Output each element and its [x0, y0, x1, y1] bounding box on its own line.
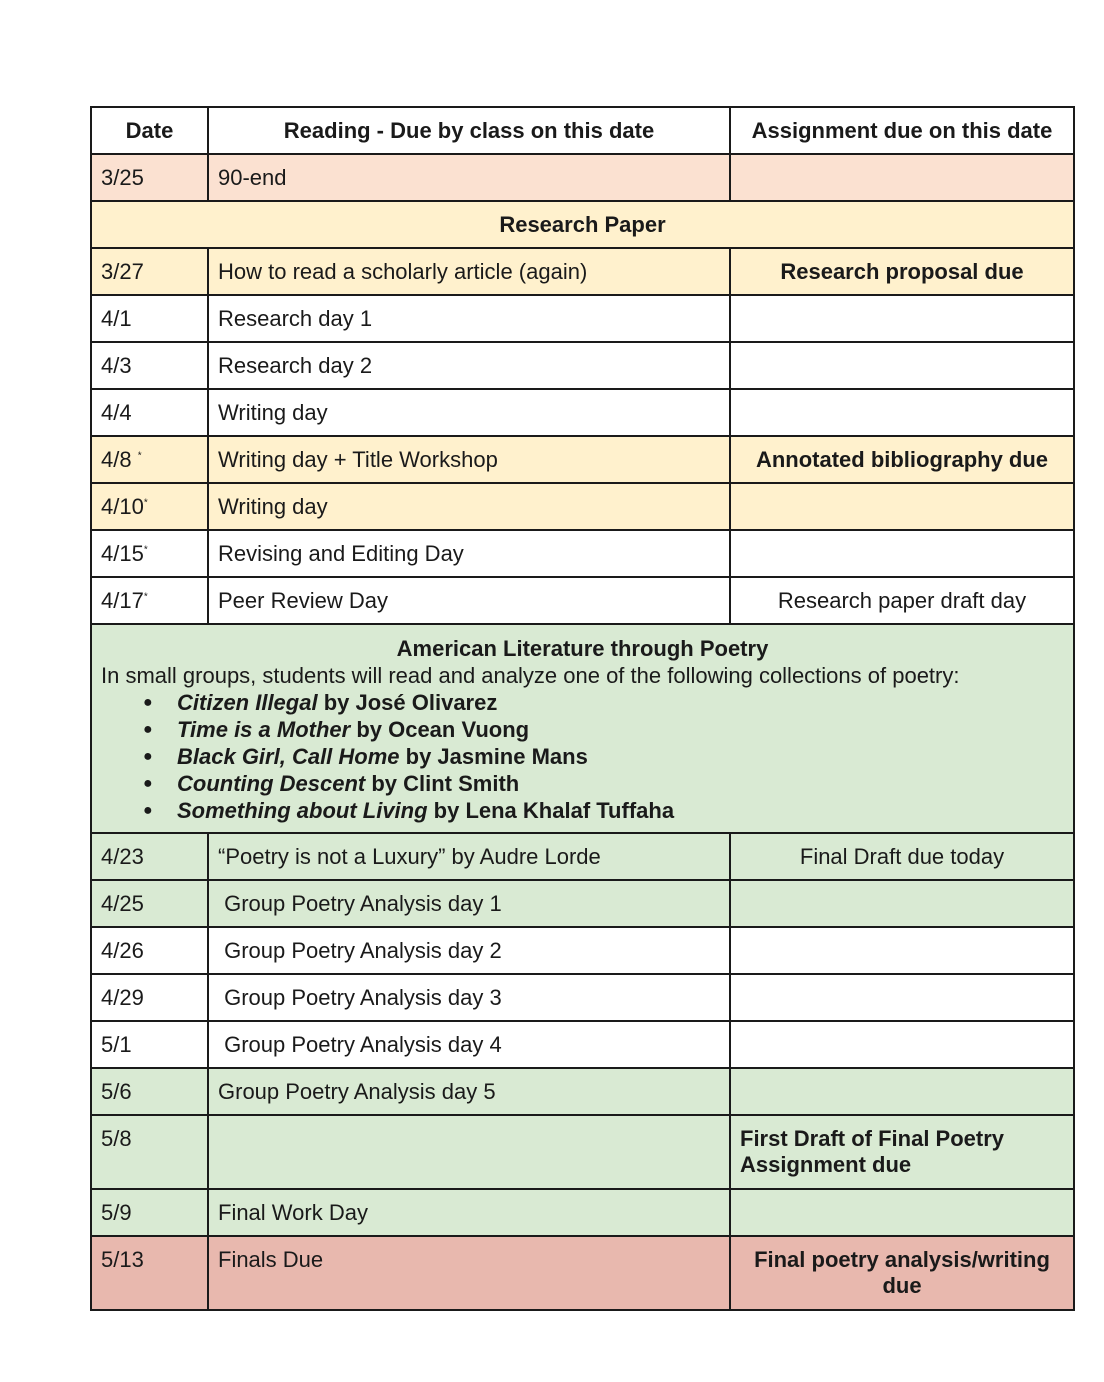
table-row: [91, 974, 1074, 1021]
reading-cell: 90-end: [208, 154, 730, 201]
assignment-cell: [730, 154, 1074, 201]
assignment-cell: Final poetry analysis/writing due: [730, 1236, 1074, 1310]
list-item: [177, 770, 1064, 797]
table-row: [91, 1115, 1074, 1189]
assignment-cell: [730, 530, 1074, 577]
list-item: [177, 743, 1064, 770]
header-date: Date: [91, 107, 208, 154]
table-row: [91, 1236, 1074, 1310]
book-author: by Jasmine Mans: [399, 744, 588, 769]
reading-cell: Research day 2: [208, 342, 730, 389]
table-row: [91, 154, 1074, 201]
header-assignment: Assignment due on this date: [730, 107, 1074, 154]
reading-cell: Finals Due: [208, 1236, 730, 1310]
table-row: [91, 530, 1074, 577]
book-author: by Clint Smith: [365, 771, 520, 796]
header-reading: Reading - Due by class on this date: [208, 107, 730, 154]
schedule-table: [90, 106, 1075, 1311]
reading-cell: Group Poetry Analysis day 2: [208, 927, 730, 974]
table-row: [91, 436, 1074, 483]
section-title-poetry: American Literature through Poetry: [396, 636, 769, 661]
book-title: Counting Descent: [177, 771, 366, 796]
date-cell: 4/29: [91, 974, 208, 1021]
table-row: [91, 577, 1074, 624]
date-cell: 4/3: [91, 342, 208, 389]
date-cell: 5/9: [91, 1189, 208, 1236]
reading-cell: Group Poetry Analysis day 1: [208, 880, 730, 927]
date-cell: 4/8 *: [91, 436, 208, 483]
assignment-cell: [730, 389, 1074, 436]
table-row: [91, 295, 1074, 342]
table-row: [91, 1021, 1074, 1068]
assignment-cell: [730, 1068, 1074, 1115]
date-cell: 5/6: [91, 1068, 208, 1115]
date-cell: 5/1: [91, 1021, 208, 1068]
book-author: by Lena Khalaf Tuffaha: [427, 798, 675, 823]
date-cell: 4/4: [91, 389, 208, 436]
reading-cell: Final Work Day: [208, 1189, 730, 1236]
reading-cell: Research day 1: [208, 295, 730, 342]
reading-cell: Group Poetry Analysis day 3: [208, 974, 730, 1021]
reading-cell: Peer Review Day: [208, 577, 730, 624]
reading-cell: Group Poetry Analysis day 5: [208, 1068, 730, 1115]
reading-cell: How to read a scholarly article (again): [208, 248, 730, 295]
assignment-cell: [730, 1021, 1074, 1068]
header-row: [91, 107, 1074, 154]
reading-cell: “Poetry is not a Luxury” by Audre Lorde: [208, 833, 730, 880]
book-title: Citizen Illegal: [177, 690, 318, 715]
poetry-book-list: [101, 689, 1064, 824]
table-row: [91, 1189, 1074, 1236]
date-cell: 4/17*: [91, 577, 208, 624]
table-row: [91, 1068, 1074, 1115]
book-title: Time is a Mother: [177, 717, 351, 742]
date-cell: 4/26: [91, 927, 208, 974]
book-author: by Ocean Vuong: [350, 717, 530, 742]
assignment-cell: First Draft of Final Poetry Assignment due: [730, 1115, 1074, 1189]
section-row: [91, 201, 1074, 248]
assignment-cell: [730, 1189, 1074, 1236]
assignment-cell: [730, 295, 1074, 342]
assignment-cell: Final Draft due today: [730, 833, 1074, 880]
book-title: Something about Living: [177, 798, 428, 823]
book-title: Black Girl, Call Home: [177, 744, 400, 769]
date-cell: 4/10*: [91, 483, 208, 530]
reading-cell: Group Poetry Analysis day 4: [208, 1021, 730, 1068]
assignment-cell: Research paper draft day: [730, 577, 1074, 624]
assignment-cell: Annotated bibliography due: [730, 436, 1074, 483]
table-row: [91, 483, 1074, 530]
date-cell: 5/13: [91, 1236, 208, 1310]
table-row: [91, 248, 1074, 295]
assignment-cell: [730, 880, 1074, 927]
date-cell: 4/25: [91, 880, 208, 927]
date-cell: 3/25: [91, 154, 208, 201]
assignment-cell: [730, 927, 1074, 974]
table-row: [91, 389, 1074, 436]
reading-cell: Writing day: [208, 389, 730, 436]
reading-cell: Revising and Editing Day: [208, 530, 730, 577]
date-cell: 3/27: [91, 248, 208, 295]
assignment-cell: Research proposal due: [730, 248, 1074, 295]
reading-cell: [208, 1115, 730, 1189]
reading-cell: Writing day: [208, 483, 730, 530]
section-row: [91, 624, 1074, 833]
poetry-section-cell: [91, 624, 1074, 833]
assignment-cell: [730, 483, 1074, 530]
poetry-description: In small groups, students will read and analyze one of the following collections of poetry:: [101, 663, 960, 688]
list-item: [177, 716, 1064, 743]
reading-cell: Writing day + Title Workshop: [208, 436, 730, 483]
table-row: [91, 880, 1074, 927]
section-title-research-paper: Research Paper: [91, 201, 1074, 248]
assignment-cell: [730, 974, 1074, 1021]
date-cell: 4/23: [91, 833, 208, 880]
date-cell: 5/8: [91, 1115, 208, 1189]
book-author: by José Olivarez: [317, 690, 498, 715]
date-cell: 4/1: [91, 295, 208, 342]
date-cell: 4/15*: [91, 530, 208, 577]
list-item: [177, 689, 1064, 716]
list-item: [177, 797, 1064, 824]
assignment-cell: [730, 342, 1074, 389]
table-row: [91, 342, 1074, 389]
table-row: [91, 833, 1074, 880]
table-row: [91, 927, 1074, 974]
